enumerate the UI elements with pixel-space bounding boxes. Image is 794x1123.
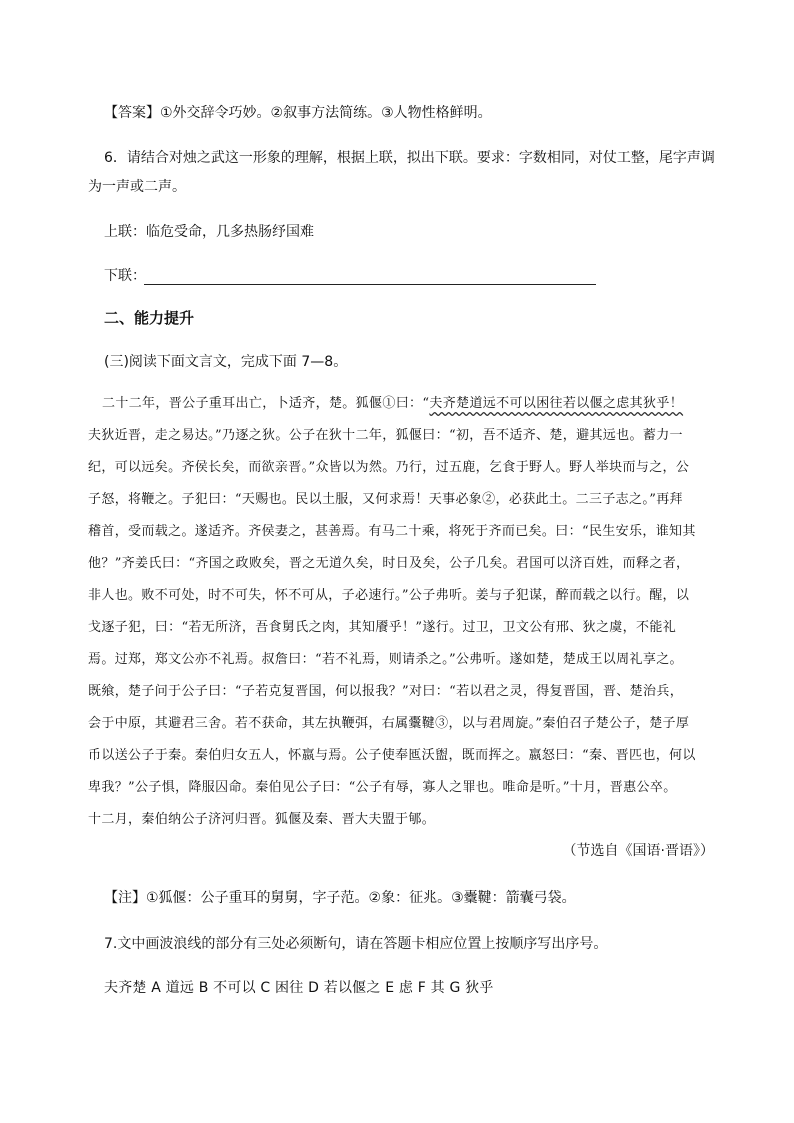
annotation-note: 【注】①狐偃：公子重耳的舅舅，字子范。②象：征兆。③櫜鞬：箭囊弓袋。 [104,890,576,906]
passage-line: 夫狄近晋，走之易达。”乃逐之狄。公子在狄十二年，狐偃曰：“初，吾不适齐、楚，避其远也。蓄力一 [88,428,683,443]
section-heading: 二、能力提升 [104,309,195,327]
question-6-line2: 为一声或二声。 [88,179,186,195]
passage-line: 币以送公子于秦。秦伯归女五人，怀嬴与焉。公子使奉匜沃盥，既而挥之。嬴怒曰：“秦、晋匹也，何以 [88,748,696,763]
classical-passage [88,388,728,836]
source-citation: （节选自《国语·晋语》） [562,843,714,859]
reading-instruction: (三)阅读下面文言文，完成下面 7—8。 [104,354,348,370]
wavy-underlined-text: 夫齐楚道远不可以困往若以偃之虑其狄乎！ [429,396,684,411]
passage-line: 他？”齐姜氏曰：“齐国之政败矣，晋之无道久矣，时日及矣，公子几矣。君国可以济百姓，而释之者， [88,556,690,571]
passage-line [88,388,728,420]
passage-line: 稽首，受而载之。遂适齐。齐侯妻之，甚善焉。有马二十乘，将死于齐而已矣。曰：“民生安乐，谁知其 [88,524,696,539]
passage-line: 非人也。败不可处，时不可失，怀不可从，子必速行。”公子弗听。姜与子犯谋，醉而载之以行。醒，以 [88,588,690,603]
question-7: 7.文中画波浪线的部分有三处必须断句，请在答题卡相应位置上按顺序写出序号。 [104,936,608,952]
upper-couplet: 上联：临危受命，几多热肠纾国难 [104,224,314,240]
answer-blank-line[interactable] [144,284,596,285]
passage-line: 纪，可以远矣。齐侯长矣，而欲亲晋。”众皆以为然。乃行，过五鹿，乞食于野人。野人举块而与之，公 [88,460,690,475]
lower-couplet-label: 下联： [104,268,146,284]
answer-line: 【答案】①外交辞令巧妙。②叙事方法简练。③人物性格鲜明。 [104,105,492,121]
passage-line: 戈逐子犯，曰：“若无所济，吾食舅氏之肉，其知餍乎！”遂行。过卫，卫文公有邢、狄之虞，不能礼 [88,620,677,635]
passage-text: 二十二年，晋公子重耳出亡，卜适齐，楚。狐偃①曰：“ [102,396,430,411]
passage-line: 既飨，楚子问于公子曰：“子若克复晋国，何以报我？”对曰：“若以君之灵，得复晋国，晋、楚治兵， [88,684,684,699]
question-6-line1: 6．请结合对烛之武这一形象的理解，根据上联，拟出下联。要求：字数相同，对仗工整，尾字声调 [104,150,715,166]
passage-line: 焉。过郑，郑文公亦不礼焉。叔詹曰：“若不礼焉，则请杀之。”公弗听。遂如楚，楚成王以周礼享之。 [88,652,683,667]
passage-line: 子怒，将鞭之。子犯曰：“天赐也。民以土服，又何求焉！天事必象②，必获此土。二三子志之。”再拜 [88,492,683,507]
question-7-options: 夫齐楚 A 道远 B 不可以 C 困往 D 若以偃之 E 虑 F 其 G 狄乎 [104,980,494,996]
passage-line: 十二月，秦伯纳公子济河归晋。狐偃及秦、晋大夫盟于郇。 [88,812,436,827]
passage-line: 卑我？”公子惧，降服囚命。秦伯见公子曰：“公子有辱，寡人之罪也。唯命是听。”十月，晋惠公卒。 [88,780,677,795]
passage-line: 会于中原，其避君三舍。若不获命，其左执鞭弭，右属櫜鞬③，以与君周旋。”秦伯召子楚公子，楚子厚 [88,716,690,731]
